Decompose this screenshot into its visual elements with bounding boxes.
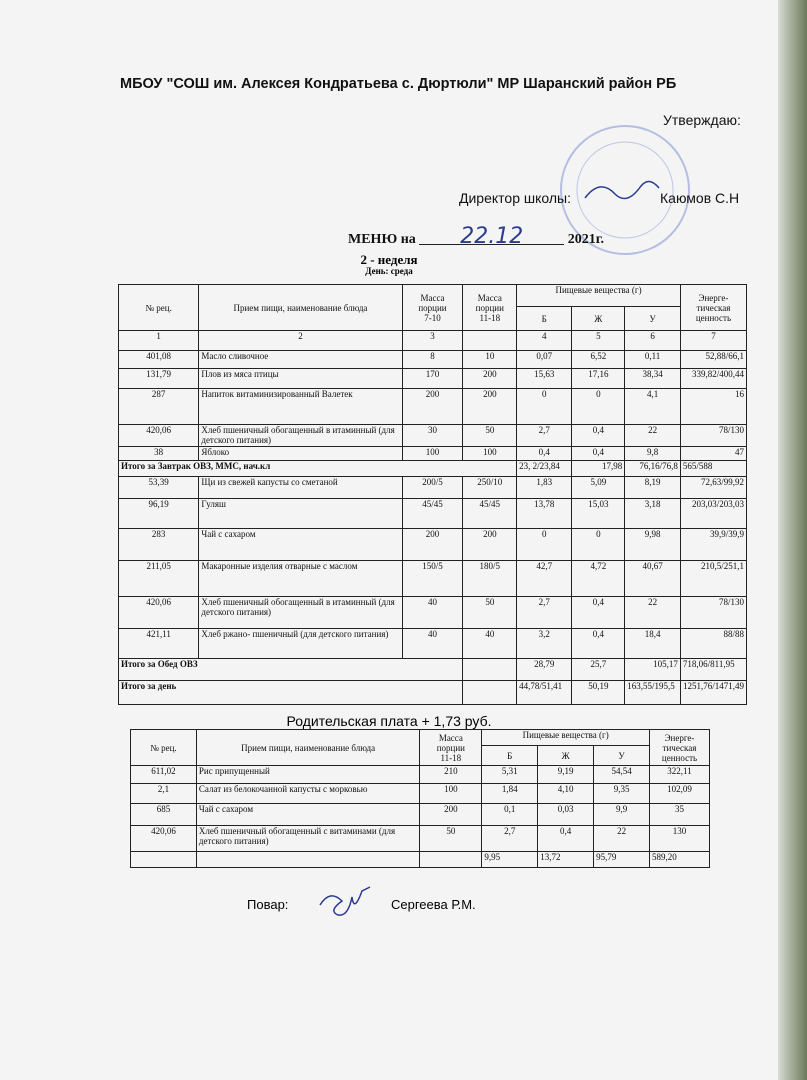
table-row: [119, 351, 747, 369]
table-row: [131, 826, 710, 852]
table-cell: 9,8: [625, 447, 681, 461]
table-cell: 150/5: [402, 561, 463, 597]
table-cell: 53,39: [119, 477, 199, 499]
table-cell: 72,63/99,92: [680, 477, 746, 499]
table-row: [119, 447, 747, 461]
header-recipe-number: № рец.: [119, 285, 199, 331]
column-number: 3: [402, 331, 463, 351]
table-cell: Макаронные изделия отварные с маслом: [199, 561, 402, 597]
table-cell: 0: [572, 389, 625, 425]
table-cell: 421,11: [119, 629, 199, 659]
table-cell: 611,02: [131, 766, 197, 784]
header-energy: [680, 285, 746, 331]
column-number: 2: [199, 331, 402, 351]
table-cell: 54,54: [594, 766, 650, 784]
table-cell: Яблоко: [199, 447, 402, 461]
table-cell: 0: [517, 529, 572, 561]
table-cell: 0,4: [517, 447, 572, 461]
table-cell: 13,78: [517, 499, 572, 529]
table-cell: 0: [517, 389, 572, 425]
table-cell: Чай с сахаром: [199, 529, 402, 561]
table-cell: 420,06: [119, 425, 199, 447]
table-cell: Гуляш: [199, 499, 402, 529]
total-value: 28,79: [517, 659, 572, 681]
header-nutrients: Пищевые вещества (г): [482, 730, 650, 746]
menu-title: [348, 224, 605, 249]
table-row: [131, 804, 710, 826]
table-cell: 9,98: [625, 529, 681, 561]
header-text: Энерге-: [698, 292, 729, 303]
table-row: [131, 766, 710, 784]
table-cell: 88/88: [680, 629, 746, 659]
table-cell: 50: [463, 597, 517, 629]
table-cell: 42,7: [517, 561, 572, 597]
table-cell: 4,1: [625, 389, 681, 425]
header-text: Масса: [438, 732, 463, 743]
table-cell: 8,19: [625, 477, 681, 499]
column-number: 6: [625, 331, 681, 351]
empty-cell: [420, 852, 482, 868]
header-text: Энерге-: [664, 732, 695, 743]
table-cell: 9,19: [538, 766, 594, 784]
total-value: 718,06/811,95: [680, 659, 746, 681]
total-value: 565/588: [680, 461, 746, 477]
header-protein: Б: [517, 307, 572, 331]
table-cell: 40,67: [625, 561, 681, 597]
header-text: порции: [475, 302, 504, 313]
table-cell: Хлеб ржано- пшеничный (для детского питания): [199, 629, 402, 659]
school-title: МБОУ "СОШ им. Алексея Кондратьева с. Дюртюли" МР Шаранский район РБ: [120, 76, 677, 92]
table-cell: Плов из мяса птицы: [199, 369, 402, 389]
table-cell: 78/130: [680, 425, 746, 447]
table-cell: 130: [650, 826, 710, 852]
empty-cell: [131, 852, 197, 868]
table-cell: 1,84: [482, 784, 538, 804]
table-cell: 5,09: [572, 477, 625, 499]
table-cell: 45/45: [463, 499, 517, 529]
table-cell: 50: [420, 826, 482, 852]
header-text: порции: [436, 742, 465, 753]
header-protein: Б: [482, 746, 538, 766]
header-dish-name: Прием пищи, наименование блюда: [196, 730, 420, 766]
table-cell: 10: [463, 351, 517, 369]
paid-total-row: [131, 852, 710, 868]
table-cell: 200: [402, 389, 463, 425]
director-name: Каюмов С.Н: [660, 190, 740, 206]
table-cell: 200: [463, 369, 517, 389]
table-row: [131, 784, 710, 804]
table-cell: 211,05: [119, 561, 199, 597]
cook-label: Повар:: [247, 897, 289, 912]
table-cell: 8: [402, 351, 463, 369]
menu-table-main: [118, 284, 747, 705]
table-row: [119, 597, 747, 629]
week-label: 2 - неделя: [360, 252, 418, 267]
table-cell: 200/5: [402, 477, 463, 499]
table-cell: 200: [402, 529, 463, 561]
total-value: 50,19: [572, 681, 625, 705]
table-cell: Хлеб пшеничный обогащенный в итаминный (для детского питания): [199, 425, 402, 447]
table-cell: Хлеб пшеничный обогащенный с витаминами (для детского питания): [196, 826, 420, 852]
lunch-total-row: [119, 659, 747, 681]
table-cell: 102,09: [650, 784, 710, 804]
table-cell: 30: [402, 425, 463, 447]
column-number: 7: [680, 331, 746, 351]
table-cell: 52,88/66,1: [680, 351, 746, 369]
table-cell: 685: [131, 804, 197, 826]
table-cell: 16: [680, 389, 746, 425]
header-mass: [420, 730, 482, 766]
table-cell: 420,06: [119, 597, 199, 629]
menu-table-paid: [130, 729, 710, 868]
header-mass-11-18: [463, 285, 517, 331]
table-cell: 250/10: [463, 477, 517, 499]
table-cell: 420,06: [131, 826, 197, 852]
table-cell: 22: [625, 425, 681, 447]
table-cell: 40: [463, 629, 517, 659]
table-cell: 15,03: [572, 499, 625, 529]
table-cell: Напиток витаминизированный Валетек: [199, 389, 402, 425]
table-cell: 131,79: [119, 369, 199, 389]
table-cell: 283: [119, 529, 199, 561]
table-header-row: [131, 730, 710, 746]
table-cell: 200: [420, 804, 482, 826]
table-cell: Хлеб пшеничный обогащенный в итаминный (для детского питания): [199, 597, 402, 629]
table-cell: Чай с сахаром: [196, 804, 420, 826]
parent-fee: Родительская плата + 1,73 руб.: [286, 713, 492, 729]
table-cell: 40: [402, 597, 463, 629]
table-cell: 339,82/400,44: [680, 369, 746, 389]
table-row: [119, 529, 747, 561]
background-edge: [778, 0, 807, 1080]
paid-rows: [131, 766, 710, 852]
empty-cell: [463, 659, 517, 681]
total-value: 23, 2/23,84: [517, 461, 572, 477]
table-cell: 0,4: [572, 597, 625, 629]
table-cell: 0,11: [625, 351, 681, 369]
lunch-rows: [119, 477, 747, 659]
total-value: 589,20: [650, 852, 710, 868]
table-cell: 0,4: [572, 447, 625, 461]
total-value: 9,95: [482, 852, 538, 868]
table-cell: 0,4: [572, 629, 625, 659]
menu-date: 22.12: [419, 230, 564, 245]
table-cell: 35: [650, 804, 710, 826]
table-cell: 200: [463, 389, 517, 425]
header-energy: [650, 730, 710, 766]
table-cell: 0,03: [538, 804, 594, 826]
header-fat: Ж: [538, 746, 594, 766]
table-cell: 203,03/203,03: [680, 499, 746, 529]
table-row: [119, 389, 747, 425]
table-cell: 401,08: [119, 351, 199, 369]
table-cell: Щи из свежей капусты со сметаной: [199, 477, 402, 499]
table-cell: 200: [463, 529, 517, 561]
cook-signature: [312, 885, 382, 923]
table-cell: 9,9: [594, 804, 650, 826]
header-text: порции: [418, 302, 447, 313]
header-text: 11-18: [479, 312, 501, 323]
empty-cell: [196, 852, 420, 868]
table-cell: 50: [463, 425, 517, 447]
header-carbs: У: [625, 307, 681, 331]
table-cell: 18,4: [625, 629, 681, 659]
table-cell: 9,35: [594, 784, 650, 804]
table-cell: 2,7: [517, 425, 572, 447]
table-cell: 210: [420, 766, 482, 784]
header-text: тическая: [696, 302, 731, 313]
table-cell: 170: [402, 369, 463, 389]
total-label: Итого за день: [119, 681, 463, 705]
table-cell: 0,4: [538, 826, 594, 852]
table-cell: 4,10: [538, 784, 594, 804]
table-cell: 38,34: [625, 369, 681, 389]
table-cell: 22: [625, 597, 681, 629]
header-recipe-number: № рец.: [131, 730, 197, 766]
table-cell: Масло сливочное: [199, 351, 402, 369]
header-fat: Ж: [572, 307, 625, 331]
total-value: 105,17: [625, 659, 681, 681]
header-text: ценность: [661, 752, 698, 763]
table-cell: 47: [680, 447, 746, 461]
day-total-row: [119, 681, 747, 705]
table-cell: 3,2: [517, 629, 572, 659]
total-value: 25,7: [572, 659, 625, 681]
header-text: тическая: [662, 742, 697, 753]
table-cell: 39,9/39,9: [680, 529, 746, 561]
table-row: [119, 425, 747, 447]
column-number: 4: [517, 331, 572, 351]
table-cell: 1,83: [517, 477, 572, 499]
table-cell: Салат из белокочанной капусты с морковью: [196, 784, 420, 804]
menu-year: 2021г.: [567, 232, 605, 247]
total-value: 17,98: [572, 461, 625, 477]
header-dish-name: Прием пищи, наименование блюда: [199, 285, 402, 331]
table-cell: 38: [119, 447, 199, 461]
header-text: Масса: [420, 292, 445, 303]
table-row: [119, 369, 747, 389]
table-cell: 2,7: [517, 597, 572, 629]
total-value: 163,55/195,5: [625, 681, 681, 705]
total-value: 1251,76/1471,49: [680, 681, 746, 705]
table-cell: 96,19: [119, 499, 199, 529]
table-row: [119, 499, 747, 529]
breakfast-rows: [119, 351, 747, 461]
table-cell: 0,1: [482, 804, 538, 826]
table-row: [119, 477, 747, 499]
table-cell: 78/130: [680, 597, 746, 629]
empty-cell: [463, 331, 517, 351]
total-label: Итого за Обед ОВЗ: [119, 659, 463, 681]
header-mass-7-10: [402, 285, 463, 331]
table-row: [119, 629, 747, 659]
table-cell: 287: [119, 389, 199, 425]
table-cell: 4,72: [572, 561, 625, 597]
header-text: 11-18: [440, 752, 462, 763]
menu-prefix: МЕНЮ на: [348, 232, 416, 247]
table-cell: 100: [463, 447, 517, 461]
table-cell: 0: [572, 529, 625, 561]
day-label: День: среда: [365, 266, 413, 276]
column-number: 5: [572, 331, 625, 351]
table-cell: 210,5/251,1: [680, 561, 746, 597]
column-number-row: [119, 331, 747, 351]
table-cell: 45/45: [402, 499, 463, 529]
total-value: 44,78/51,41: [517, 681, 572, 705]
total-value: 95,79: [594, 852, 650, 868]
column-number: 1: [119, 331, 199, 351]
table-cell: 322,11: [650, 766, 710, 784]
header-text: ценность: [695, 312, 732, 323]
table-cell: 17,16: [572, 369, 625, 389]
total-value: 13,72: [538, 852, 594, 868]
header-text: 7-10: [424, 312, 441, 323]
table-cell: 15,63: [517, 369, 572, 389]
table-cell: 180/5: [463, 561, 517, 597]
table-cell: 0,4: [572, 425, 625, 447]
total-label: Итого за Завтрак ОВЗ, ММС, нач.кл: [119, 461, 517, 477]
cook-name: Сергеева Р.М.: [391, 897, 476, 912]
header-carbs: У: [594, 746, 650, 766]
table-cell: 5,31: [482, 766, 538, 784]
table-cell: 22: [594, 826, 650, 852]
table-row: [119, 561, 747, 597]
table-cell: 100: [402, 447, 463, 461]
director-label: Директор школы:: [459, 190, 571, 206]
table-cell: 0,07: [517, 351, 572, 369]
table-header-row: [119, 285, 747, 307]
approve-label: Утверждаю:: [663, 112, 741, 128]
total-value: 76,16/76,8: [625, 461, 681, 477]
table-cell: 6,52: [572, 351, 625, 369]
header-nutrients: Пищевые вещества (г): [517, 285, 681, 307]
table-cell: 3,18: [625, 499, 681, 529]
table-cell: Рис припущенный: [196, 766, 420, 784]
empty-cell: [463, 681, 517, 705]
table-cell: 100: [420, 784, 482, 804]
table-cell: 2,1: [131, 784, 197, 804]
table-cell: 2,7: [482, 826, 538, 852]
header-text: Масса: [477, 292, 502, 303]
breakfast-total-row: [119, 461, 747, 477]
table-cell: 40: [402, 629, 463, 659]
